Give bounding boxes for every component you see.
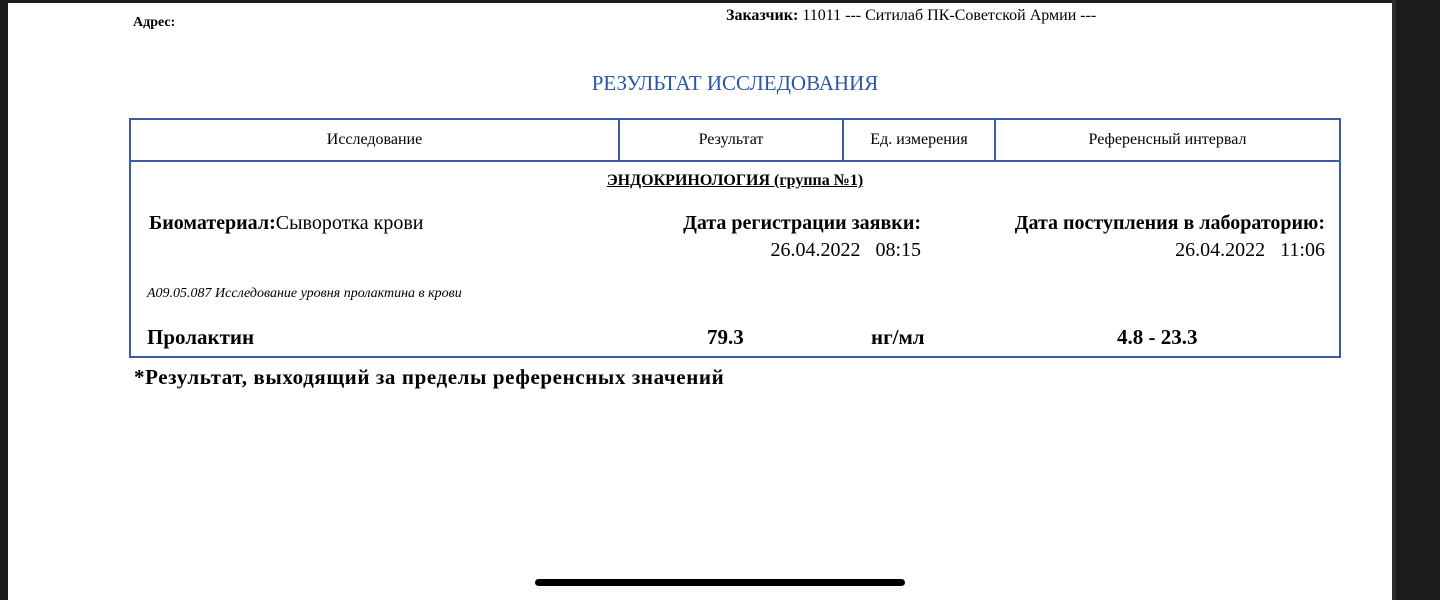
lab-date: 26.04.2022 11:06 xyxy=(1175,239,1325,261)
customer-info xyxy=(726,7,1096,25)
document-title: РЕЗУЛЬТАТ ИССЛЕДОВАНИЯ xyxy=(591,71,879,95)
group-title: ЭНДОКРИНОЛОГИЯ (группа №1) xyxy=(606,172,864,189)
lab-date-label: Дата поступления в лабораторию: xyxy=(1014,212,1325,234)
table-header xyxy=(131,120,1339,162)
results-table xyxy=(129,118,1341,358)
column-header-unit: Ед. измерения xyxy=(842,120,994,160)
document-page xyxy=(8,3,1392,600)
test-unit: нг/мл xyxy=(871,325,925,349)
column-header-result: Результат xyxy=(618,120,842,160)
test-result: 79.3 xyxy=(707,325,744,349)
footnote: *Результат, выходящий за пределы референсных значений xyxy=(134,365,725,389)
registration-date: 26.04.2022 08:15 xyxy=(770,239,921,261)
test-name: Пролактин xyxy=(147,325,255,349)
biomaterial-value: Сыворотка крови xyxy=(275,212,424,234)
biomaterial xyxy=(149,212,423,235)
customer-label: Заказчик: xyxy=(726,7,799,24)
customer-value: 11011 --- Ситилаб ПК-Советской Армии --- xyxy=(802,7,1097,24)
page-edge-divider xyxy=(1392,0,1396,600)
test-code: A09.05.087 Исследование уровня пролактина в крови xyxy=(147,286,462,301)
address-label: Адрес: xyxy=(133,15,176,30)
test-reference: 4.8 - 23.3 xyxy=(1117,325,1198,349)
biomaterial-label: Биоматериал: xyxy=(149,212,276,234)
home-indicator[interactable] xyxy=(535,579,905,586)
column-header-reference: Референсный интервал xyxy=(994,120,1339,160)
registration-date-label: Дата регистрации заявки: xyxy=(683,212,921,234)
column-header-test: Исследование xyxy=(326,131,423,148)
